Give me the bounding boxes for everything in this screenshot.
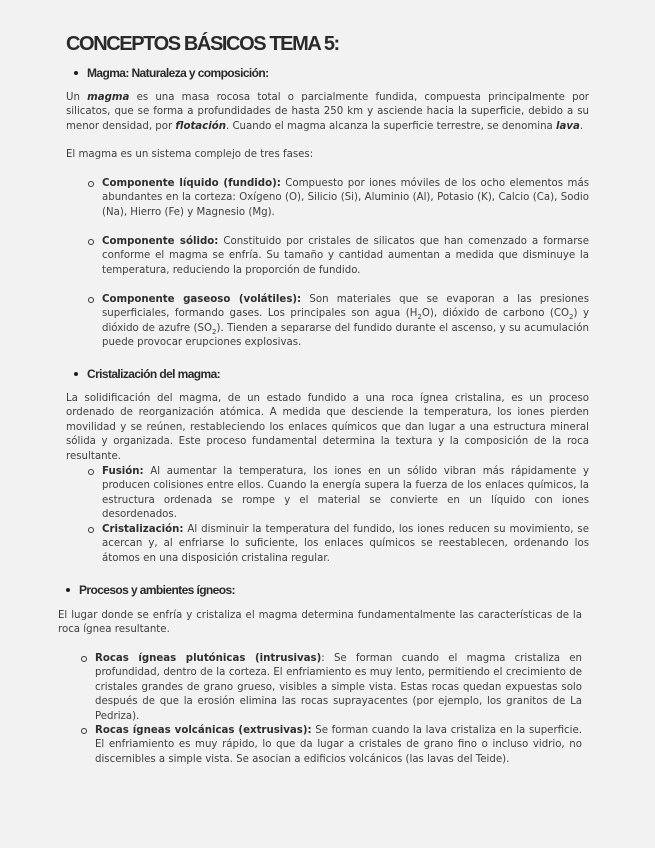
bullet-icon: [66, 588, 70, 592]
bullet-icon: [74, 372, 78, 376]
list-item-fusion: Fusión: Al aumentar la temperatura, los iones en un sólido vibran más rápidamente y producen colisiones entre ellos. Cuando la energía supera la fuerza de los enlaces químicos, la estructura ordenada se rompe y el material se convierte en un líquido con iones desordenados.: [102, 465, 589, 523]
list-item-liquid-component: Componente líquido (fundido): Compuesto por iones móviles de los ocho elementos más abundantes en la corteza: Oxígeno (O), Silicio (Si), Aluminio (Al), Potasio (K), Calcio (Ca), Sodio (Na), Hierro (Fe) y Magnesio (Mg).: [102, 177, 589, 220]
circle-bullet-icon: [88, 527, 94, 533]
bullet-icon: [74, 71, 78, 75]
section-heading-magma: Magma: Naturaleza y composición:: [74, 66, 269, 80]
list-item-solid-component: Componente sólido: Constituido por cristales de silicatos que han comenzado a formarse conforme el magma se enfría. Su tamaño y cantidad aumentan a medida que disminuye la temperatura, reduciendo la proporción de fundido.: [102, 235, 589, 278]
circle-bullet-icon: [88, 469, 94, 475]
page-title: CONCEPTOS BÁSICOS TEMA 5:: [66, 33, 339, 55]
circle-bullet-icon: [81, 656, 87, 662]
list-item-plutonic-rocks: Rocas ígneas plutónicas (intrusivas): Se forman cuando el magma cristaliza en profundidad, dentro de la corteza. El enfriamiento es muy lento, permitiendo el crecimiento de cristales grandes de grano grueso, visibles a simple vista. Estas rocas quedan expuestas solo después de que la erosión elimina las rocas suprayacentes (por ejemplo, los granitos de La Pedriza).: [95, 652, 582, 724]
paragraph-crystallization: La solidificación del magma, de un estado fundido a una roca ígnea cristalina, es un proceso ordenado de reorganización atómica. A medida que desciende la temperatura, los iones pierden movilidad y se reúnen, restableciendo los enlaces químicos que dan lugar a una estructura mineral sólida y organizada. Este proceso fundamental determina la textura y la composición de la roca resultante.: [66, 393, 589, 462]
paragraph-igneous-processes: El lugar donde se enfría y cristaliza el magma determina fundamentalmente las características de la roca ígnea resultante.: [58, 610, 582, 636]
circle-bullet-icon: [88, 297, 94, 303]
list-item-gaseous-component: Componente gaseoso (volátiles): Son materiales que se evaporan a las presiones superficiales, formando gases. Los principales son agua $(H_2O)$, dióxido de carbono $(CO_2)$ y dióxido de azufre $(SO_2)$. Tienden a separarse del fundido durante el ascenso, y su acumulación puede provocar erupciones explosivas.: [102, 293, 589, 351]
paragraph-magma-phases: El magma es un sistema complejo de tres fases:: [66, 149, 314, 160]
circle-bullet-icon: [88, 239, 94, 245]
circle-bullet-icon: [81, 728, 87, 734]
list-item-crystallization: Cristalización: Al disminuir la temperatura del fundido, los iones reducen su movimiento, se acercan y, al enfriarse lo suficiente, los enlaces químicos se reestablecen, ordenando los átomos en una disposición cristalina regular.: [102, 523, 589, 566]
section-heading-crystallization: Cristalización del magma:: [74, 367, 220, 381]
paragraph-magma-definition: Un magma es una masa rocosa total o parcialmente fundida, compuesta principalmente por silicatos, que se forma a profundidades de hasta 250 km y asciende hacia la superficie, debido a su menor densidad, por flotación. Cuando el magma alcanza la superficie terrestre, se denomina lava.: [66, 92, 589, 132]
list-item-volcanic-rocks: Rocas ígneas volcánicas (extrusivas): Se forman cuando la lava cristaliza en la superficie. El enfriamiento es muy rápido, lo que da lugar a cristales de grano fino o incluso vidrio, no discernibles a simple vista. Se asocian a edificios volcánicos (las lavas del Teide).: [95, 724, 582, 767]
section-heading-igneous-processes: Procesos y ambientes ígneos:: [66, 583, 235, 597]
circle-bullet-icon: [88, 181, 94, 187]
